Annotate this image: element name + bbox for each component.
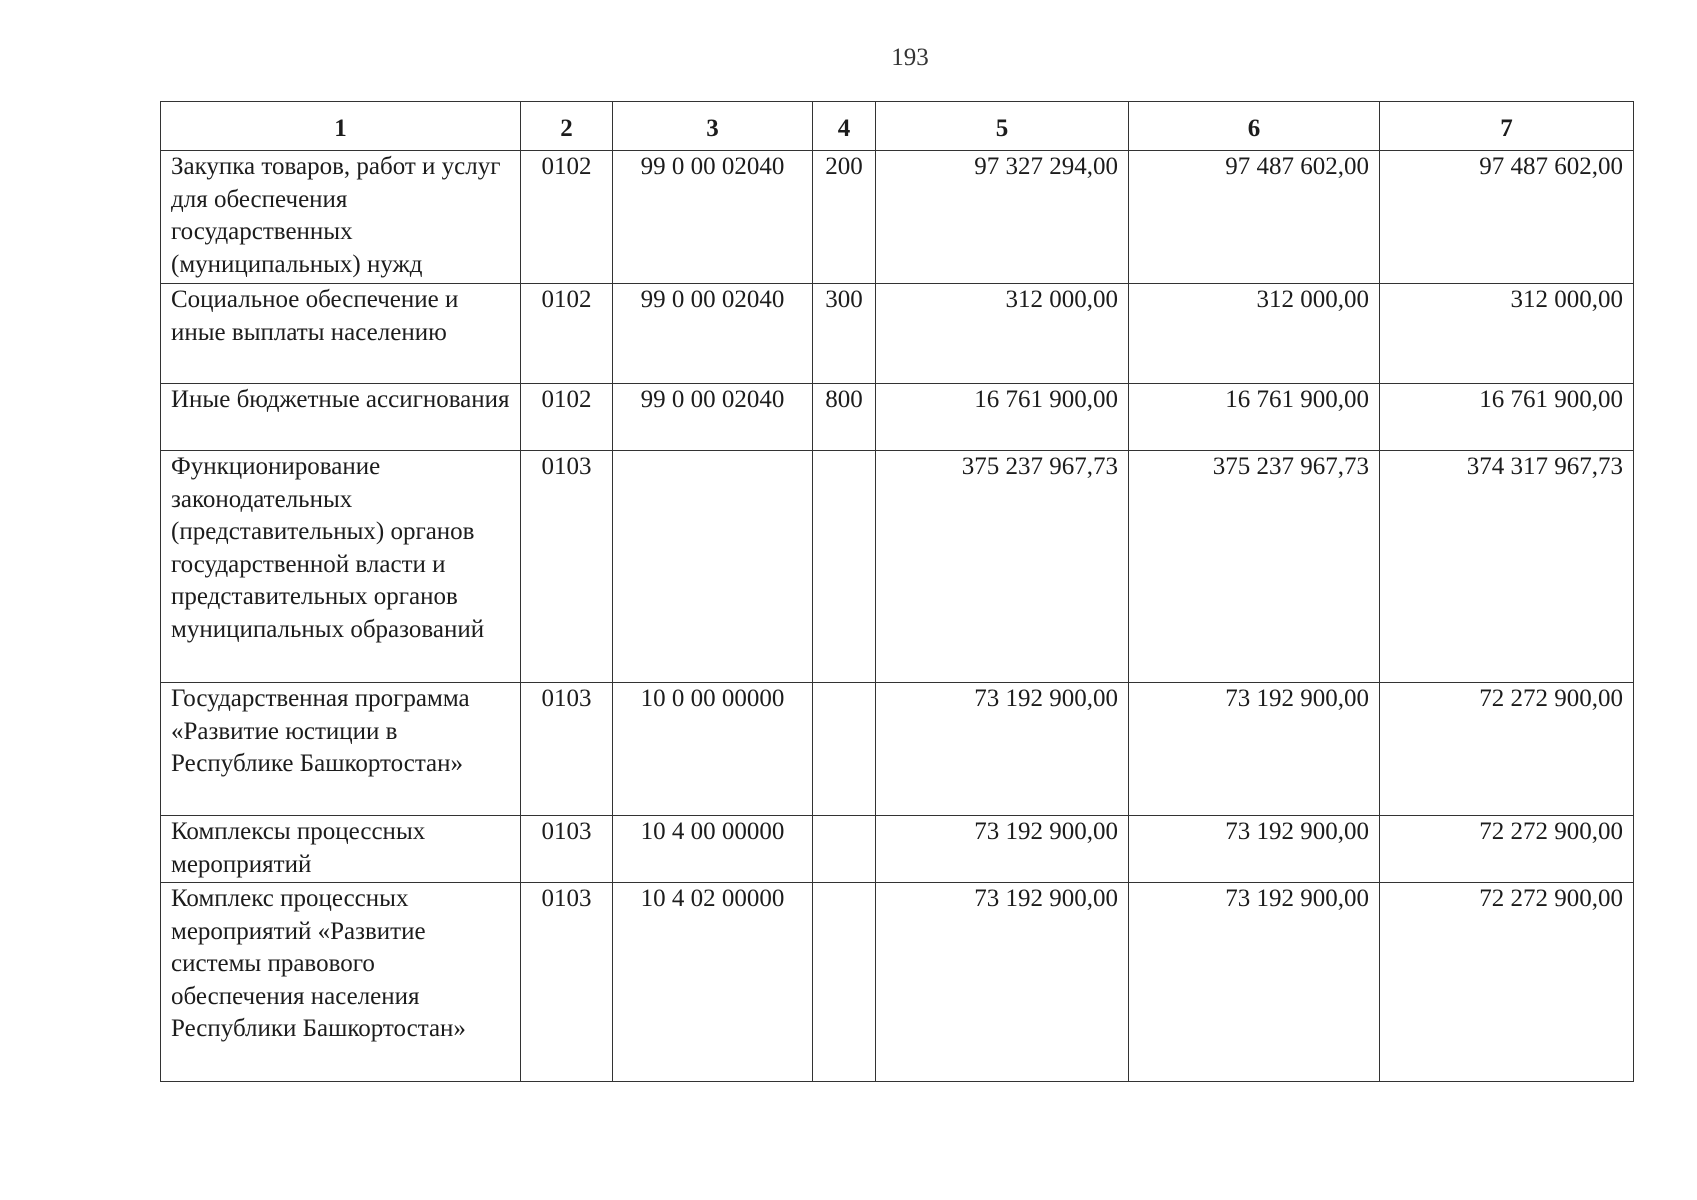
row-amount-3: 374 317 967,73	[1380, 451, 1634, 683]
header-col-4: 4	[813, 102, 876, 151]
row-vtype: 300	[813, 284, 876, 384]
row-name: Функционирование законодательных (представительных) органов государственной власти и представительных органов муниципальных образований	[161, 451, 521, 683]
row-name: Комплекс процессных мероприятий «Развитие системы правового обеспечения населения Республики Башкортостан»	[161, 883, 521, 1082]
row-section: 0103	[521, 683, 613, 816]
row-name: Комплексы процессных мероприятий	[161, 816, 521, 883]
row-vtype: 200	[813, 151, 876, 284]
row-target: 10 0 00 00000	[613, 683, 813, 816]
page-number: 193	[891, 44, 929, 71]
row-vtype	[813, 883, 876, 1082]
row-amount-3: 16 761 900,00	[1380, 384, 1634, 451]
row-amount-2: 73 192 900,00	[1129, 883, 1380, 1082]
table-row	[161, 451, 1634, 683]
row-target: 99 0 00 02040	[613, 384, 813, 451]
row-amount-2: 375 237 967,73	[1129, 451, 1380, 683]
row-amount-3: 72 272 900,00	[1380, 816, 1634, 883]
header-col-2: 2	[521, 102, 613, 151]
row-name: Социальное обеспечение и иные выплаты населению	[161, 284, 521, 384]
table-row	[161, 816, 1634, 883]
row-amount-3: 312 000,00	[1380, 284, 1634, 384]
row-amount-2: 97 487 602,00	[1129, 151, 1380, 284]
row-vtype	[813, 683, 876, 816]
row-amount-2: 16 761 900,00	[1129, 384, 1380, 451]
row-section: 0102	[521, 151, 613, 284]
header-col-3: 3	[613, 102, 813, 151]
row-amount-3: 72 272 900,00	[1380, 683, 1634, 816]
header-col-7: 7	[1380, 102, 1634, 151]
row-name: Закупка товаров, работ и услуг для обеспечения государственных (муниципальных) нужд	[161, 151, 521, 284]
row-section: 0103	[521, 451, 613, 683]
row-vtype: 800	[813, 384, 876, 451]
row-amount-1: 73 192 900,00	[876, 816, 1129, 883]
row-name: Государственная программа «Развитие юстиции в Республике Башкортостан»	[161, 683, 521, 816]
row-amount-1: 312 000,00	[876, 284, 1129, 384]
row-vtype	[813, 451, 876, 683]
row-section: 0102	[521, 284, 613, 384]
row-target: 99 0 00 02040	[613, 151, 813, 284]
row-amount-3: 72 272 900,00	[1380, 883, 1634, 1082]
row-name: Иные бюджетные ассигнования	[161, 384, 521, 451]
row-target: 10 4 00 00000	[613, 816, 813, 883]
header-row	[161, 102, 1634, 151]
row-amount-1: 73 192 900,00	[876, 883, 1129, 1082]
row-amount-2: 73 192 900,00	[1129, 816, 1380, 883]
table-row	[161, 284, 1634, 384]
header-col-6: 6	[1129, 102, 1380, 151]
row-section: 0102	[521, 384, 613, 451]
row-section: 0103	[521, 816, 613, 883]
table-row	[161, 883, 1634, 1082]
row-amount-1: 73 192 900,00	[876, 683, 1129, 816]
row-target: 10 4 02 00000	[613, 883, 813, 1082]
table-row	[161, 384, 1634, 451]
row-amount-3: 97 487 602,00	[1380, 151, 1634, 284]
table-row	[161, 683, 1634, 816]
budget-table	[160, 101, 1634, 1082]
row-vtype	[813, 816, 876, 883]
row-section: 0103	[521, 883, 613, 1082]
row-target	[613, 451, 813, 683]
row-amount-1: 375 237 967,73	[876, 451, 1129, 683]
row-amount-2: 73 192 900,00	[1129, 683, 1380, 816]
header-col-5: 5	[876, 102, 1129, 151]
row-target: 99 0 00 02040	[613, 284, 813, 384]
row-amount-2: 312 000,00	[1129, 284, 1380, 384]
row-amount-1: 16 761 900,00	[876, 384, 1129, 451]
table-row	[161, 151, 1634, 284]
row-amount-1: 97 327 294,00	[876, 151, 1129, 284]
header-col-1: 1	[161, 102, 521, 151]
